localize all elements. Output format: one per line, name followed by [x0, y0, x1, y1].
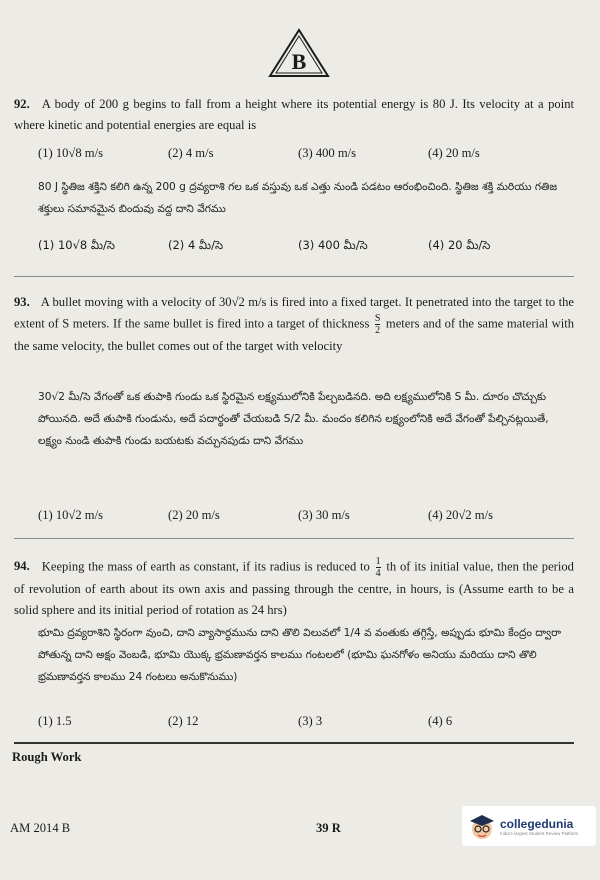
- question-text-b: meters and of the same material with the same velocity, the bullet comes out of the target with velocity: [14, 316, 575, 353]
- option-4[interactable]: (4) 20√2 m/s: [428, 508, 493, 522]
- fraction-1-over-4: $\frac{1}{4}$: [375, 556, 381, 579]
- option-1[interactable]: (1) 10√8 m/s: [38, 146, 103, 160]
- option-2[interactable]: (2) 20 m/s: [168, 508, 220, 522]
- watermark-tagline: India's largest Student Review Platform: [500, 830, 579, 836]
- separator: [14, 538, 574, 539]
- question-text-a: Keeping the mass of earth as constant, if its radius is reduced to: [41, 559, 370, 574]
- question-text-a: A bullet moving with a velocity of 30√2 m/s is fired into a fixed target. It penetrated into the target to the extent of S meters. If the same bullet is fired into a target of thickness: [14, 295, 574, 331]
- question-number: 94.: [14, 559, 30, 574]
- rough-work-divider: [14, 742, 574, 744]
- booklet-code: B: [291, 49, 307, 74]
- option-2[interactable]: (2) 4 m/s: [168, 146, 214, 160]
- question-93-options: [38, 508, 558, 523]
- rough-work-label: Rough Work: [12, 750, 82, 764]
- option-3[interactable]: (3) 30 m/s: [298, 508, 350, 522]
- separator: [14, 276, 574, 277]
- question-94: [14, 556, 574, 621]
- watermark-logo: [462, 806, 596, 846]
- question-number: 93.: [14, 295, 30, 309]
- option-1[interactable]: (1) 1.5: [38, 714, 72, 728]
- footer-code: AM 2014 B: [10, 821, 71, 835]
- question-92: [14, 94, 574, 136]
- question-92-telugu: 80 J స్థితిజ శక్తిని కలిగి ఉన్న 200 g ద్రవ్యరాశి గల ఒక వస్తువు ఒక ఎత్తు నుండి పడటం ఆరంభించింది. స్థితిజ శక్తి మరియు గతిజ శక్తులు సమానమైన బిందువు వద్ద దాని వేగము: [38, 181, 558, 215]
- question-92-options: [38, 146, 558, 161]
- question-text-b: th of its initial value, then the period of revolution of earth about its own axis and passing through the centre, in hours, is (Assume earth to be a solid sphere and its initial period of rotation as 24 hrs): [14, 559, 574, 617]
- question-94-telugu: భూమి ద్రవ్యరాశిని స్థిరంగా వుంచి, దాని వ్యాసార్ధమును దాని తొలి విలువలో 1/4 వ వంతుకు తగ్గిస్తే, అప్పుడు భూమి కేంద్రం ద్వారా పోతున్న దాని అక్షం వెంబడి, భూమి యొక్క భ్రమణావర్తన కాలము గంటలలో (భూమి ఘనగోళం అనియు మరియు దాని తొలి భ్రమణావర్తన కాలము 24 గంటలు అనుకొనుము): [38, 627, 561, 683]
- fraction-s-over-2: $\frac{S}{2}$: [374, 313, 381, 336]
- option-3[interactable]: (3) 400 m/s: [298, 146, 357, 160]
- telugu-option-2[interactable]: (2) 4 మీ/సె: [168, 238, 224, 252]
- question-93-telugu: 30√2 మీ/సె వేగంతో ఒక తుపాకి గుండు ఒక స్థిరమైన లక్ష్యములోనికి పేల్చబడినది. అది లక్ష్యములోనికి S మీ. దూరం చొచ్చుకు పోయినది. అదే తుపాకి గుండును, అదే పదార్థంతో చేయబడి S/2 మీ. మందం కలిగిన లక్ష్యంలోనికి అదే వేగంతో పేల్చినట్లయితే, లక్ష్యం నుండి తుపాకి గుండు బయటకు వచ్చునపుడు దాని వేగము: [38, 391, 549, 447]
- telugu-option-3[interactable]: (3) 400 మీ/సె: [298, 238, 368, 252]
- question-92-telugu-options: [38, 238, 558, 255]
- question-93: [14, 292, 574, 357]
- option-4[interactable]: (4) 20 m/s: [428, 146, 480, 160]
- option-4[interactable]: (4) 6: [428, 714, 453, 728]
- student-mascot-icon: [466, 810, 498, 842]
- question-text: A body of 200 g begins to fall from a height where its potential energy is 80 J. Its velocity at a point where kinetic and potential energies are equal is: [14, 97, 574, 132]
- option-3[interactable]: (3) 3: [298, 714, 323, 728]
- booklet-code-triangle-icon: [266, 26, 332, 80]
- option-1[interactable]: (1) 10√2 m/s: [38, 508, 103, 522]
- telugu-option-4[interactable]: (4) 20 మీ/సె: [428, 238, 491, 252]
- watermark-name: collegedunia: [500, 816, 574, 831]
- option-2[interactable]: (2) 12: [168, 714, 199, 728]
- page-number: 39 R: [316, 821, 341, 835]
- question-94-options: [38, 714, 558, 729]
- telugu-option-1[interactable]: (1) 10√8 మీ/సె: [38, 238, 115, 252]
- question-number: 92.: [14, 97, 30, 111]
